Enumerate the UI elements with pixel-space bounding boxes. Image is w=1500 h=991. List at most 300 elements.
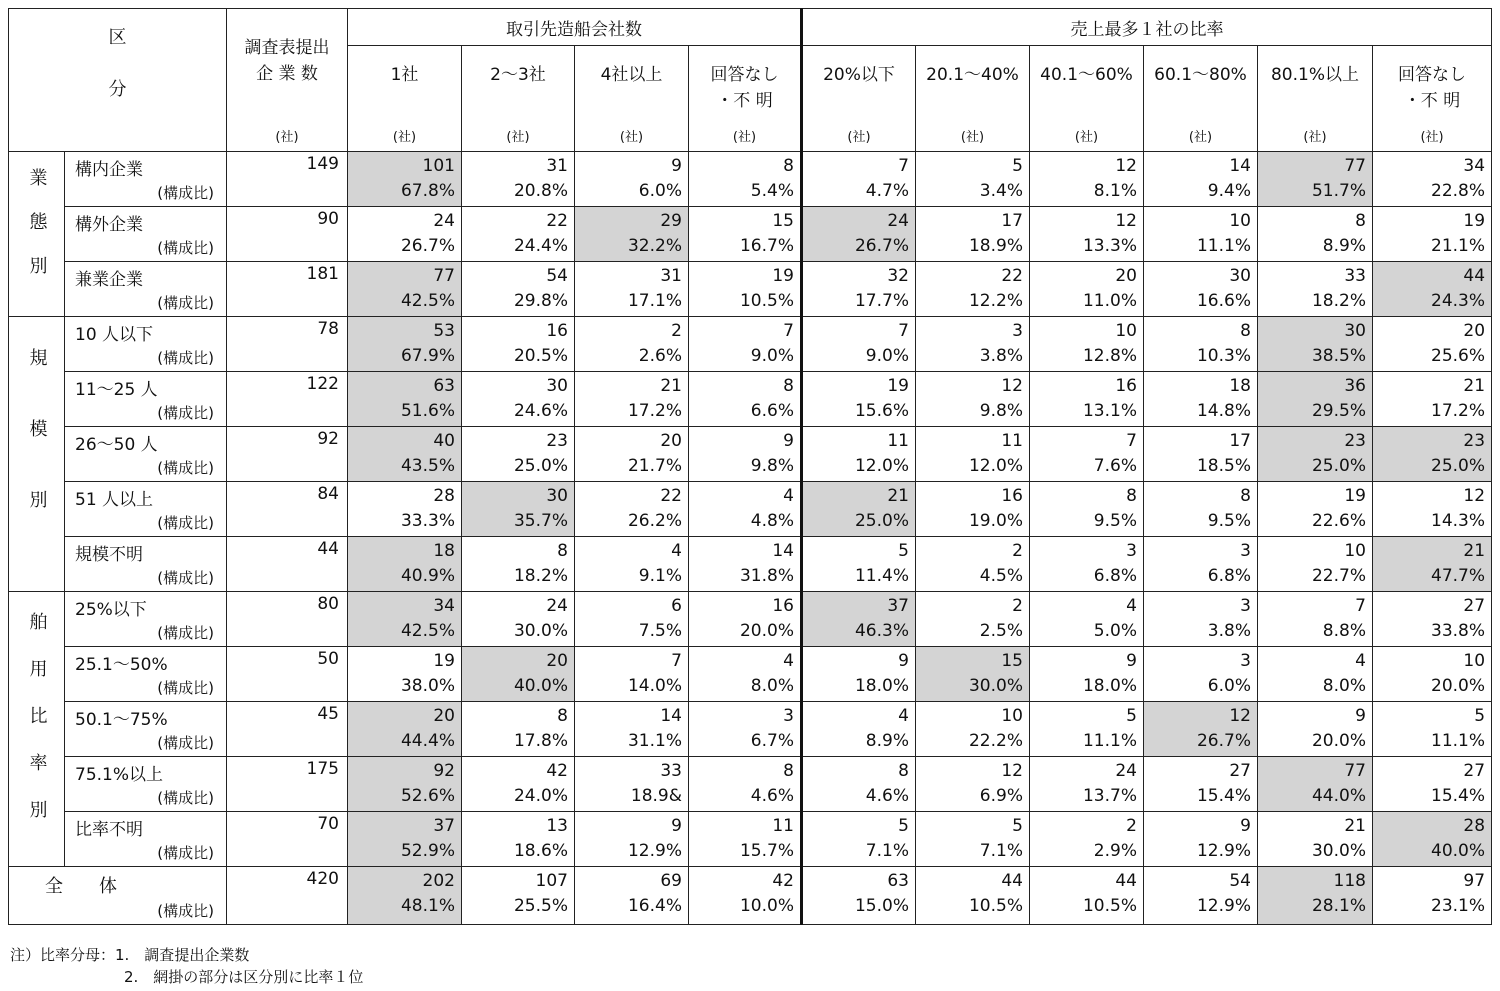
- count-value: 28: [433, 486, 455, 506]
- ratio-label: (構成比): [157, 902, 214, 920]
- ratio-value: 3.8%: [979, 346, 1023, 366]
- count-value: 31: [660, 266, 682, 286]
- unit-label: (社): [506, 130, 530, 145]
- data-cell: [916, 317, 1030, 372]
- ratio-value: 32.2%: [627, 236, 682, 256]
- data-cell: [1258, 207, 1373, 262]
- ratio-value: 15.4%: [1196, 786, 1251, 806]
- count-value: 9: [671, 816, 682, 836]
- row-name: 規模不明: [75, 545, 143, 565]
- data-cell: [802, 427, 916, 482]
- ratio-value: 38.5%: [1311, 346, 1366, 366]
- count-value: 42: [772, 871, 794, 891]
- data-cell: [1144, 427, 1258, 482]
- ratio-value: 4.5%: [979, 566, 1023, 586]
- data-cell: [916, 372, 1030, 427]
- count-value: 14: [772, 541, 794, 561]
- kubun-char-1: 区: [108, 27, 127, 48]
- ratio-value: 12.8%: [1082, 346, 1137, 366]
- row-name: 75.1%以上: [75, 765, 164, 785]
- row-label: [65, 427, 227, 482]
- row-label: [65, 482, 227, 537]
- ratio-label: (構成比): [157, 734, 214, 752]
- table-row: [9, 537, 1492, 592]
- data-cell: [1030, 152, 1144, 207]
- column-label: 80.1%以上: [1270, 65, 1359, 85]
- data-cell: [1030, 207, 1144, 262]
- column-label: 20%以下: [823, 65, 895, 85]
- data-cell: [1030, 427, 1144, 482]
- data-cell: [462, 482, 575, 537]
- count-value: 4: [1126, 596, 1137, 616]
- count-value: 7: [1126, 431, 1137, 451]
- ratio-value: 18.9%: [968, 236, 1023, 256]
- count-value: 7: [898, 321, 909, 341]
- ratio-value: 4.6%: [750, 786, 794, 806]
- ratio-value: 6.9%: [979, 786, 1023, 806]
- ratio-value: 8.0%: [1322, 676, 1366, 696]
- count-value: 10: [1229, 211, 1251, 231]
- data-cell: [1373, 427, 1492, 482]
- ratio-value: 6.0%: [638, 181, 682, 201]
- ratio-value: 14.8%: [1196, 401, 1251, 421]
- count-value: 18: [1229, 376, 1251, 396]
- submitted-count: 80: [227, 592, 348, 647]
- count-value: 15: [772, 211, 794, 231]
- count-value: 5: [1012, 156, 1023, 176]
- ratio-value: 8.8%: [1322, 621, 1366, 641]
- data-cell: [802, 647, 916, 702]
- ratio-value: 67.9%: [400, 346, 455, 366]
- data-cell: [802, 262, 916, 317]
- data-cell: [348, 592, 462, 647]
- ratio-value: 18.2%: [1311, 291, 1366, 311]
- column-header-4: [689, 46, 802, 152]
- data-cell: [575, 702, 689, 757]
- ratio-value: 8.0%: [750, 676, 794, 696]
- ratio-value: 7.1%: [979, 841, 1023, 861]
- ratio-value: 35.7%: [513, 511, 568, 531]
- data-cell: [575, 427, 689, 482]
- column-header-9: [1258, 46, 1373, 152]
- ratio-value: 9.8%: [750, 456, 794, 476]
- ratio-value: 17.8%: [513, 731, 568, 751]
- row-name: 比率不明: [75, 820, 143, 840]
- data-cell: [1144, 867, 1258, 925]
- count-value: 44: [1001, 871, 1023, 891]
- row-name: 兼業企業: [75, 270, 143, 290]
- data-cell: [916, 867, 1030, 925]
- ratio-value: 52.6%: [400, 786, 455, 806]
- table-row: [9, 262, 1492, 317]
- ratio-value: 13.7%: [1082, 786, 1137, 806]
- count-value: 37: [887, 596, 909, 616]
- ratio-value: 29.8%: [513, 291, 568, 311]
- ratio-label: (構成比): [157, 679, 214, 697]
- ratio-value: 9.8%: [979, 401, 1023, 421]
- data-cell: [1258, 702, 1373, 757]
- count-value: 17: [1001, 211, 1023, 231]
- data-cell: [1030, 537, 1144, 592]
- ratio-value: 14.3%: [1431, 511, 1486, 531]
- count-value: 21: [1344, 816, 1366, 836]
- row-label: [65, 152, 227, 207]
- count-value: 11: [772, 816, 794, 836]
- unit-label: (社): [732, 130, 757, 145]
- ratio-value: 9.4%: [1207, 181, 1251, 201]
- ratio-value: 12.0%: [968, 456, 1023, 476]
- data-cell: [348, 427, 462, 482]
- count-value: 12: [1229, 706, 1251, 726]
- ratio-value: 40.0%: [1431, 841, 1486, 861]
- count-value: 8: [557, 706, 568, 726]
- data-cell: [462, 592, 575, 647]
- ratio-label: (構成比): [157, 349, 214, 367]
- data-cell: [916, 592, 1030, 647]
- submitted-count: 84: [227, 482, 348, 537]
- count-value: 2: [1012, 596, 1023, 616]
- count-value: 107: [535, 871, 568, 891]
- count-value: 8: [1240, 486, 1251, 506]
- data-cell: [689, 647, 802, 702]
- count-value: 27: [1229, 761, 1251, 781]
- table-row: [9, 757, 1492, 812]
- ratio-value: 8.9%: [1322, 236, 1366, 256]
- ratio-value: 67.8%: [400, 181, 455, 201]
- data-cell: [802, 812, 916, 867]
- table-row: [9, 592, 1492, 647]
- ratio-value: 10.5%: [1082, 896, 1137, 916]
- ratio-label: (構成比): [157, 404, 214, 422]
- data-cell: [1373, 867, 1492, 925]
- count-value: 28: [1463, 816, 1486, 836]
- data-cell: [348, 812, 462, 867]
- count-value: 7: [671, 651, 682, 671]
- submitted-label-2: 企 業 数: [256, 64, 318, 84]
- ratio-value: 7.5%: [638, 621, 682, 641]
- data-cell: [689, 812, 802, 867]
- count-value: 69: [660, 871, 682, 891]
- ratio-value: 13.3%: [1082, 236, 1137, 256]
- column-header-3: [575, 46, 689, 152]
- count-value: 12: [1001, 761, 1023, 781]
- ratio-value: 48.1%: [400, 896, 455, 916]
- row-label: [65, 372, 227, 427]
- count-value: 3: [1240, 541, 1251, 561]
- ratio-value: 11.4%: [854, 566, 909, 586]
- count-value: 24: [887, 211, 909, 231]
- data-cell: [575, 372, 689, 427]
- column-label: 1社: [390, 65, 419, 85]
- ratio-value: 22.2%: [968, 731, 1023, 751]
- total-row: [9, 867, 1492, 925]
- ratio-label: (構成比): [157, 569, 214, 587]
- count-value: 33: [660, 761, 682, 781]
- data-cell: [1373, 757, 1492, 812]
- ratio-value: 11.1%: [1196, 236, 1251, 256]
- ratio-label: (構成比): [157, 514, 214, 532]
- table-row: [9, 812, 1492, 867]
- ratio-value: 33.3%: [400, 511, 455, 531]
- data-cell: [1373, 317, 1492, 372]
- row-label: [65, 207, 227, 262]
- data-cell: [462, 207, 575, 262]
- unit-label: (社): [619, 130, 644, 145]
- count-value: 21: [887, 486, 909, 506]
- group-label: [9, 592, 65, 867]
- ratio-value: 13.1%: [1082, 401, 1137, 421]
- count-value: 30: [546, 376, 568, 396]
- count-value: 2: [671, 321, 682, 341]
- note-line-1: 注）比率分母：1. 調査提出企業数: [10, 946, 250, 964]
- data-cell: [1030, 702, 1144, 757]
- count-value: 9: [1240, 816, 1251, 836]
- count-value: 8: [783, 761, 794, 781]
- submitted-count: 92: [227, 427, 348, 482]
- ratio-value: 40.0%: [513, 676, 568, 696]
- data-cell: [802, 207, 916, 262]
- ratio-value: 20.5%: [513, 346, 568, 366]
- count-value: 5: [1126, 706, 1137, 726]
- submitted-header: [227, 9, 348, 152]
- ratio-value: 8.1%: [1093, 181, 1137, 201]
- count-value: 19: [772, 266, 794, 286]
- ratio-value: 24.4%: [513, 236, 568, 256]
- count-value: 29: [660, 211, 682, 231]
- data-cell: [1030, 757, 1144, 812]
- data-cell: [462, 372, 575, 427]
- note-line-2: 2. 網掛の部分は区分別に比率１位: [124, 968, 364, 986]
- ratio-value: 16.7%: [739, 236, 794, 256]
- ratio-value: 10.3%: [1196, 346, 1251, 366]
- ratio-value: 9.5%: [1093, 511, 1137, 531]
- data-cell: [1373, 812, 1492, 867]
- data-cell: [1373, 207, 1492, 262]
- data-cell: [1258, 812, 1373, 867]
- count-value: 12: [1001, 376, 1023, 396]
- unit-label: (社): [1303, 130, 1327, 145]
- ratio-value: 6.0%: [1207, 676, 1251, 696]
- data-cell: [575, 482, 689, 537]
- data-cell: [1144, 317, 1258, 372]
- count-value: 10: [1463, 651, 1486, 671]
- data-cell: [462, 262, 575, 317]
- row-label: [65, 647, 227, 702]
- count-value: 44: [1463, 266, 1486, 286]
- ratio-value: 4.7%: [865, 181, 909, 201]
- data-cell: [689, 262, 802, 317]
- count-value: 3: [1240, 651, 1251, 671]
- count-value: 2: [1126, 816, 1137, 836]
- submitted-count: 78: [227, 317, 348, 372]
- table-row: [9, 482, 1492, 537]
- data-cell: [1030, 867, 1144, 925]
- data-cell: [916, 262, 1030, 317]
- count-value: 30: [1344, 321, 1366, 341]
- data-cell: [916, 207, 1030, 262]
- ratio-value: 11.1%: [1082, 731, 1137, 751]
- ratio-value: 18.0%: [1082, 676, 1137, 696]
- column-header-6: [916, 46, 1030, 152]
- kubun-header: [9, 9, 227, 152]
- ratio-value: 30.0%: [1311, 841, 1366, 861]
- count-value: 20: [660, 431, 682, 451]
- count-value: 15: [1001, 651, 1023, 671]
- ratio-value: 15.4%: [1431, 786, 1486, 806]
- ratio-label: (構成比): [157, 459, 214, 477]
- ratio-value: 5.4%: [750, 181, 794, 201]
- count-value: 4: [671, 541, 682, 561]
- ratio-value: 52.9%: [400, 841, 455, 861]
- ratio-value: 18.5%: [1196, 456, 1251, 476]
- count-value: 8: [1355, 211, 1366, 231]
- ratio-value: 16.6%: [1196, 291, 1251, 311]
- ratio-value: 2.6%: [638, 346, 682, 366]
- group-label-text: 規模別: [26, 347, 48, 561]
- data-cell: [1144, 262, 1258, 317]
- column-label: 回答なし ・不 明: [710, 65, 779, 111]
- data-cell: [348, 482, 462, 537]
- data-cell: [802, 592, 916, 647]
- data-cell: [916, 702, 1030, 757]
- count-value: 34: [1463, 156, 1486, 176]
- ratio-value: 26.7%: [854, 236, 909, 256]
- ratio-value: 20.0%: [1311, 731, 1366, 751]
- column-label: 2～3社: [490, 65, 546, 85]
- ratio-value: 14.0%: [627, 676, 682, 696]
- ratio-value: 26.7%: [1196, 731, 1251, 751]
- data-cell: [1373, 647, 1492, 702]
- ratio-value: 4.6%: [865, 786, 909, 806]
- ratio-value: 25.0%: [1311, 456, 1366, 476]
- count-value: 8: [1240, 321, 1251, 341]
- ratio-value: 18.9&: [630, 786, 682, 806]
- count-value: 8: [1126, 486, 1137, 506]
- ratio-value: 12.9%: [627, 841, 682, 861]
- count-value: 12: [1115, 156, 1137, 176]
- row-name: 構外企業: [75, 215, 143, 235]
- count-value: 24: [1115, 761, 1137, 781]
- count-value: 22: [546, 211, 568, 231]
- table-row: [9, 152, 1492, 207]
- data-cell: [916, 647, 1030, 702]
- ratio-label: (構成比): [157, 294, 214, 312]
- ratio-value: 20.0%: [1431, 676, 1486, 696]
- count-value: 12: [1463, 486, 1486, 506]
- ratio-value: 8.9%: [865, 731, 909, 751]
- count-value: 118: [1333, 871, 1366, 891]
- table-row: [9, 647, 1492, 702]
- count-value: 32: [887, 266, 909, 286]
- count-value: 9: [783, 431, 794, 451]
- data-cell: [689, 207, 802, 262]
- ratio-value: 22.6%: [1311, 511, 1366, 531]
- data-cell: [1373, 372, 1492, 427]
- ratio-label: (構成比): [157, 239, 214, 257]
- count-value: 12: [1115, 211, 1137, 231]
- data-cell: [1258, 592, 1373, 647]
- data-cell: [1373, 482, 1492, 537]
- count-value: 22: [660, 486, 682, 506]
- row-name: 25.1～50%: [75, 655, 168, 675]
- ratio-value: 15.6%: [854, 401, 909, 421]
- data-cell: [575, 647, 689, 702]
- data-cell: [348, 867, 462, 925]
- count-value: 101: [422, 156, 455, 176]
- count-value: 202: [422, 871, 455, 891]
- count-value: 8: [898, 761, 909, 781]
- ratio-value: 46.3%: [854, 621, 909, 641]
- count-value: 8: [557, 541, 568, 561]
- row-label: [65, 317, 227, 372]
- count-value: 42: [546, 761, 568, 781]
- count-value: 27: [1463, 761, 1486, 781]
- count-value: 3: [1126, 541, 1137, 561]
- count-value: 4: [1355, 651, 1366, 671]
- data-cell: [1144, 812, 1258, 867]
- row-label: [65, 537, 227, 592]
- data-cell: [689, 867, 802, 925]
- submitted-count: 175: [227, 757, 348, 812]
- data-cell: [802, 152, 916, 207]
- row-label: [65, 757, 227, 812]
- ratio-value: 21.7%: [627, 456, 682, 476]
- ratio-value: 20.8%: [513, 181, 568, 201]
- data-cell: [1373, 702, 1492, 757]
- count-value: 24: [433, 211, 455, 231]
- submitted-count: 45: [227, 702, 348, 757]
- count-value: 23: [1344, 431, 1366, 451]
- count-value: 16: [1115, 376, 1137, 396]
- ratio-value: 25.0%: [1431, 456, 1486, 476]
- count-value: 9: [671, 156, 682, 176]
- submitted-count: 70: [227, 812, 348, 867]
- submitted-count: 420: [227, 867, 348, 925]
- data-cell: [575, 262, 689, 317]
- ratio-value: 51.6%: [400, 401, 455, 421]
- submitted-count: 122: [227, 372, 348, 427]
- data-cell: [348, 537, 462, 592]
- count-value: 4: [898, 706, 909, 726]
- column-header-8: [1144, 46, 1258, 152]
- row-label: [65, 592, 227, 647]
- ratio-value: 25.5%: [513, 896, 568, 916]
- count-value: 19: [433, 651, 455, 671]
- column-label: 4社以上: [600, 65, 663, 85]
- data-cell: [462, 537, 575, 592]
- data-cell: [1258, 372, 1373, 427]
- count-value: 33: [1344, 266, 1366, 286]
- submitted-count: 50: [227, 647, 348, 702]
- count-value: 92: [433, 761, 455, 781]
- data-cell: [802, 372, 916, 427]
- ratio-value: 2.9%: [1093, 841, 1137, 861]
- data-cell: [1258, 647, 1373, 702]
- ratio-value: 28.1%: [1311, 896, 1366, 916]
- data-cell: [1144, 207, 1258, 262]
- ratio-value: 5.0%: [1093, 621, 1137, 641]
- ratio-value: 11.1%: [1431, 731, 1486, 751]
- survey-table: [8, 8, 1492, 925]
- ratio-label: (構成比): [157, 789, 214, 807]
- unit-label: (社): [275, 130, 299, 145]
- row-label: [65, 702, 227, 757]
- ratio-value: 38.0%: [400, 676, 455, 696]
- count-value: 11: [1001, 431, 1023, 451]
- row-name: 10 人以下: [75, 325, 154, 345]
- data-cell: [689, 372, 802, 427]
- ratio-value: 10.5%: [739, 291, 794, 311]
